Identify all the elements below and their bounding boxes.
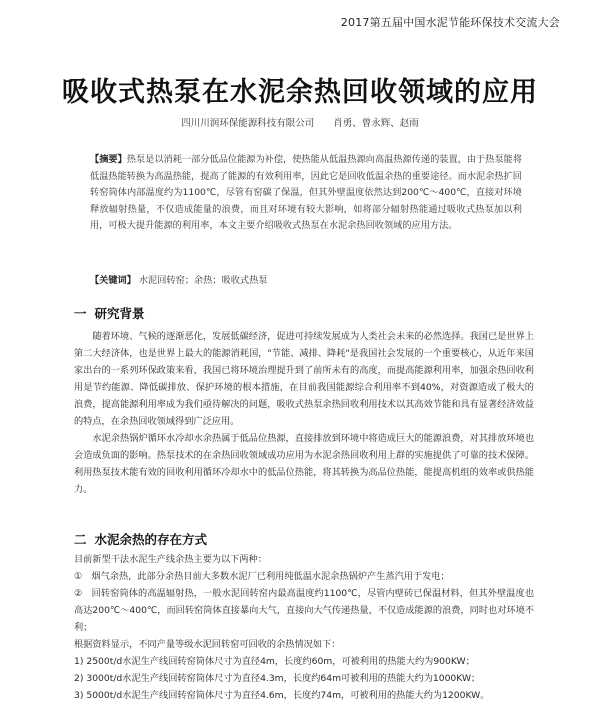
running-head: 2017第五届中国水泥节能环保技术交流大会 <box>340 16 560 29</box>
keywords-text: 水泥回转窑；余热；吸收式热泵 <box>138 275 268 286</box>
paper-title: 吸收式热泵在水泥余热回收领域的应用 <box>62 77 538 108</box>
section-2-number: 二 <box>74 532 87 547</box>
paragraph: 目前新型干法水泥生产线余热主要为以下两种： <box>74 554 267 565</box>
section-1-heading <box>74 304 145 322</box>
paragraph: 随着环境、气候的逐渐恶化，发展低碳经济，促进可持续发展成为人类社会未来的必然选择。我国已是世界上第二大经济体，也是世界上最大的能源消耗国，"节能、减排、降耗"是我国社会发展的一个重要核心，从近年来国家出台的一系列环保政策来看，我国已将环境治理提升到了前所未有的高度，而提高能源利用率，加强余热回收利用是节约能源、降低碳排放、保护环境的根本措施，在目前我国能源综合利用率不到40%，对资源造成了极大的浪费，提高能源利用率成为我们亟待解决的问题，吸收式热泵余热回收利用技术以其高效节能和具有显著经济效益的特点，在余热回收领域得到广泛应用。 <box>74 331 534 427</box>
keywords <box>90 272 522 286</box>
author-line <box>0 115 600 129</box>
list-item: 3) 5000t/d水泥生产线回转窑筒体尺寸为直径4.6m，长度约74m，可被利用的热能大约为1200KW。 <box>74 690 490 701</box>
paragraph: 水泥余热锅炉循环水冷却水余热属于低品位热源，直接排放到环境中将造成巨大的能源浪费，对其排放环境也会造成负面的影响。热泵技术的在余热回收领域成功应用为水泥余热回收利用上群的实施提供了可靠的技术保障。利用热泵技术能有效的回收利用循环冷却水中的低品位热能，将其转换为高品位热能，能提高机组的效率或供热能力。 <box>74 433 534 495</box>
section-2-title: 水泥余热的存在方式 <box>94 532 208 547</box>
section-2-body <box>74 551 534 704</box>
abstract-text: 热泵是以消耗一部分低品位能源为补偿，使热能从低温热源向高温热源传递的装置，由于热泵能将低温热能转换为高温热能，提高了能源的有效利用率，因此它是回收低温余热的重要途径。而水泥余热扩回转窑筒体内部温度约为1100℃，尽管有窑碳了保温，但其外壁温度依然达到200℃～400℃，直接对环境释放辐射热量，不仅造成能量的浪费，而且对环境有较大影响，如将部分辐射热能通过吸收式热泵加以利用，可极大提升能源的利用率，本文主要介绍吸收式热泵在水泥余热回收领域的应用方法。 <box>90 154 523 232</box>
section-2-heading <box>74 530 207 548</box>
paragraph: 根据资料显示，不同产量等级水泥回转窑可回收的余热情况如下： <box>74 639 341 650</box>
section-1-title: 研究背景 <box>94 306 145 321</box>
list-item: 1) 2500t/d水泥生产线回转窑筒体尺寸为直径4m，长度约60m，可被利用的热能大约为900KW； <box>74 656 475 667</box>
abstract-label: 【摘要】 <box>90 154 127 165</box>
section-1-body <box>74 328 534 498</box>
affiliation: 四川川润环保能源科技有限公司 <box>181 118 315 129</box>
list-item: 2) 3000t/d水泥生产线回转窑筒体尺寸为直径4.3m，长度约64m可被利用的热能大约为1000KW； <box>74 673 481 684</box>
author-names: 肖勇、曾永辉、赵雨 <box>333 118 419 129</box>
section-1-number: 一 <box>74 306 87 321</box>
list-item: ① 烟气余热，此部分余热目前大多数水泥厂已利用纯低温水泥余热锅炉产生蒸汽用于发电； <box>74 571 450 582</box>
abstract <box>90 152 522 235</box>
keywords-label: 【关键词】 <box>90 275 136 286</box>
list-item: ② 回转窑筒体的高温辐射热，一般水泥回转窑内最高温度约1100℃，尽管内壁砖已保温材料，但其外壁温度也高达200℃～400℃，而回转窑筒体直接暴向大气，直接向大气传递热量，不仅造成能源的浪费，同时也对环境不利； <box>74 588 534 633</box>
